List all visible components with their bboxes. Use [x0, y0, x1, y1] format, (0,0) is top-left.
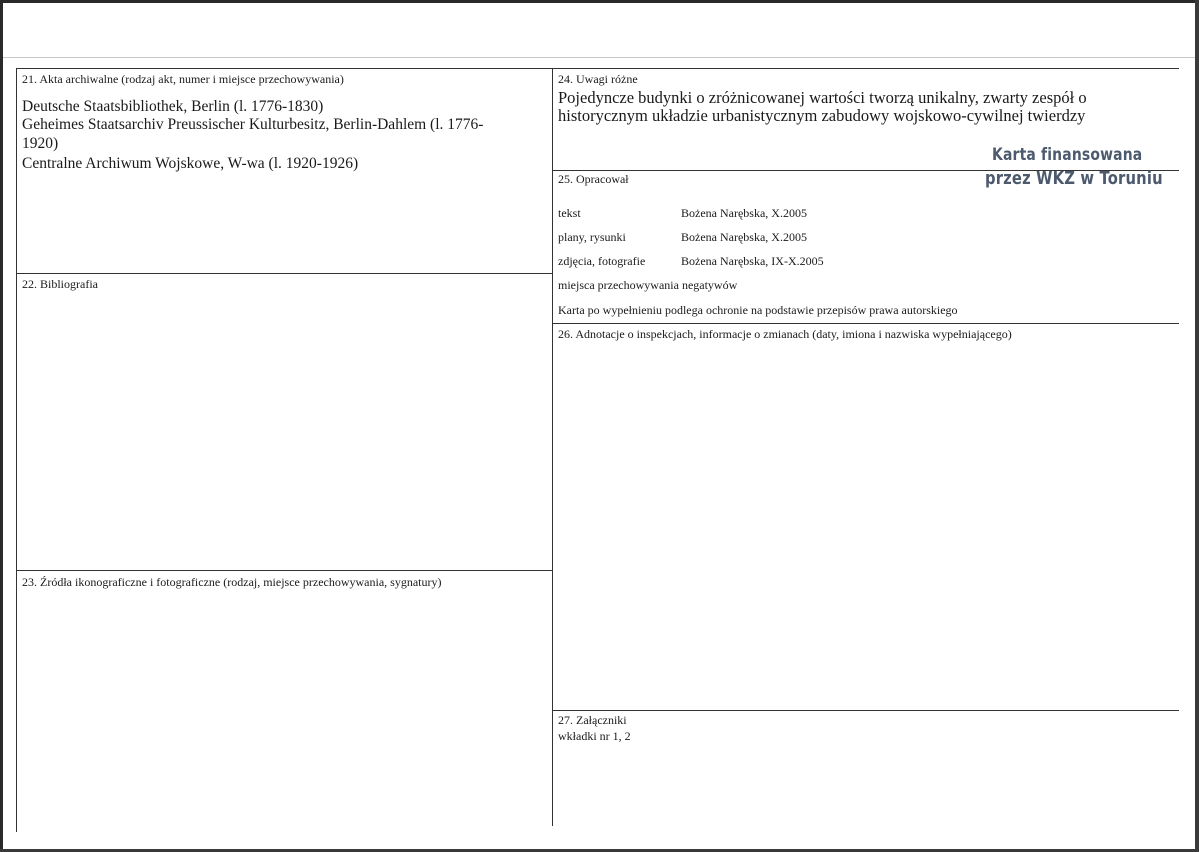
table-left-border	[16, 68, 17, 832]
archive-line-2: Geheimes Staatsarchiv Preussischer Kulturbesitz, Berlin-Dahlem (l. 1776-	[22, 116, 484, 133]
author-row-value: Bożena Narębska, IX-X.2005	[681, 254, 824, 268]
page-fold-line	[3, 57, 1195, 58]
archive-line-1: Deutsche Staatsbibliothek, Berlin (l. 1776-1830)	[22, 98, 324, 115]
scan-top-edge	[0, 0, 1199, 3]
rule-section-26	[552, 323, 1179, 324]
funding-stamp-line-1: Karta finansowana	[992, 145, 1143, 165]
remarks-line-2: historycznym układzie urbanistycznym zabudowy wojskowo-cywilnej twierdzy	[558, 106, 1086, 125]
rule-section-22	[16, 273, 552, 274]
section-27-label: 27. Załączniki	[558, 713, 627, 727]
author-row-value: Bożena Narębska, X.2005	[681, 230, 807, 244]
negatives-location: miejsca przechowywania negatywów	[558, 278, 738, 292]
section-25-label: 25. Opracował	[558, 172, 629, 186]
funding-stamp-line-2: przez WKZ w Toruniu	[985, 168, 1163, 189]
rule-section-27	[552, 710, 1179, 711]
column-divider	[552, 68, 553, 826]
remarks-line-1: Pojedyncze budynki o zróżnicowanej wartości tworzą unikalny, zwarty zespół o	[558, 88, 1087, 107]
section-22-label: 22. Bibliografia	[22, 277, 98, 291]
archive-line-4: Centralne Archiwum Wojskowe, W-wa (l. 1920-1926)	[22, 155, 359, 172]
author-row-key: zdjęcia, fotografie	[558, 254, 646, 268]
section-21-label: 21. Akta archiwalne (rodzaj akt, numer i miejsce przechowywania)	[22, 72, 344, 86]
rule-section-23	[16, 570, 552, 571]
author-row-key: tekst	[558, 206, 581, 220]
author-row-key: plany, rysunki	[558, 230, 626, 244]
section-24-label: 24. Uwagi różne	[558, 72, 638, 86]
author-row-value: Bożena Narębska, X.2005	[681, 206, 807, 220]
section-26-label: 26. Adnotacje o inspekcjach, informacje o zmianach (daty, imiona i nazwiska wypełniającego)	[558, 327, 1012, 341]
scan-left-edge	[0, 0, 3, 852]
copyright-note: Karta po wypełnieniu podlega ochronie na podstawie przepisów prawa autorskiego	[558, 303, 958, 317]
table-top-rule	[16, 68, 1179, 69]
archive-line-3: 1920)	[22, 135, 59, 152]
section-23-label: 23. Źródła ikonograficzne i fotograficzne (rodzaj, miejsce przechowywania, sygnatury)	[22, 575, 442, 589]
attachments-value: wkładki nr 1, 2	[558, 729, 631, 743]
scan-right-edge	[1195, 0, 1199, 852]
